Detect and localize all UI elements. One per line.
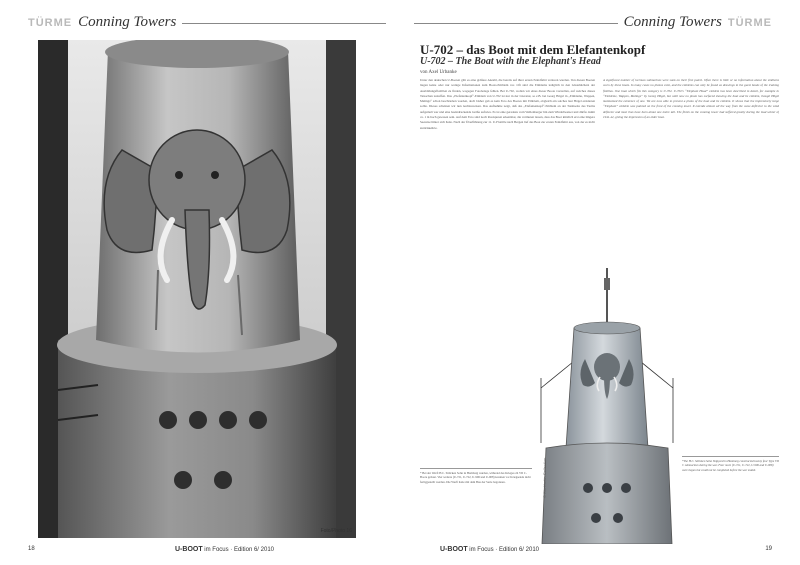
section-title: Conning Towers	[78, 14, 177, 30]
edition: · Edition 6/ 2010	[495, 547, 539, 553]
right-page	[400, 0, 800, 565]
magazine-name: U-BOOT	[440, 546, 468, 553]
magazine-suffix: im Focus	[469, 547, 494, 553]
english-text-column: A significant number of German submarines were sunk on their first patrol. Often there is little or no information about the emblems worn by these boats. In many cases no photos exist, and the emblems can only be found as drawings in the guest books of the training flotillas. One boat which fits this category is U-702. U-702's “Elephant Head” emblem has been described in detail, for example in “Embleme, Wappen, Malings” by Georg Högel, but until now no photo has surfaced showing the boat and its emblem, though Högel maintained the existence of one. We are now able to present a photo of the boat and its emblem. It shows that the impressively large “Elephant” emblem was painted on the front of the conning tower. It extends almost all the way from the wave deflector to the wind deflector and must thus have been about one metre tall. The finish on the conning tower had suffered greatly during the lead winter of 1941-42, giving the impression of an older boat.	[603, 78, 779, 120]
german-footnote: * Bei der Werft H.C. Stülcken Sohn in Hamburg wurden, während des Krieges 24 VII C-Boote gebaut. Vier weitere (U-721, U-722, U-906 und U-908) konnten vor Kriegsende nicht fertiggestellt werden. Die Werft hatte mit dem Bau der Serie begonnen.	[420, 468, 532, 540]
conning-tower-photo-drawing	[38, 40, 356, 538]
conning-tower-drawing	[536, 268, 678, 544]
conning-tower-illustration	[536, 268, 678, 544]
header-rule	[182, 23, 386, 24]
page-number: 19	[765, 546, 772, 552]
section-label: TÜRME	[28, 17, 73, 29]
section-title: Conning Towers	[623, 14, 722, 30]
edition: · Edition 6/ 2010	[230, 547, 274, 553]
author-line: von Axel Urbanke	[420, 70, 457, 75]
article-title: U-702 – das Boot mit dem Elefantenkopf	[420, 42, 646, 57]
page-number: 18	[28, 546, 35, 552]
english-footnote: *The H.C. Stülcken Sohn Shipyard in Hamburg constructed twenty four Type VII C submarines during the war. Four more (U-721, U-722, U-906 and U-908) were begun but could not be completed before the war ended.	[682, 456, 779, 540]
right-page-header	[414, 14, 772, 32]
conning-tower-photo	[38, 40, 356, 538]
photo-credit: © Rio Kurtin Collection	[542, 457, 547, 498]
magazine-name: U-BOOT	[175, 546, 203, 553]
article-subtitle: U-702 – The Boat with the Elephant's Head	[420, 56, 601, 67]
left-page-header	[28, 14, 386, 32]
section-label: TÜRME	[727, 17, 772, 29]
german-text-column: Unter den deutschen U-Booten gibt es eine größere Anzahl, die bereits auf ihrer ersten Feindfahrt verloren wurden. Von diesen Booten liegen keine oder nur wenige Informationen zum Boots-Emblem vor. Oft sind die Emblems lediglich in den Gästebüchern der Ausbildungsflottillen zu finden, wogegen Fotobelege fehlen. Bei U-702, wollen wir eines dieser Boote vorstellen, auf welches dieses Tatsachen zutreffen. Das „Elefantenkopf“-Emblem von U-702 ist nur in der Literatur, so z.B. bei Georg Högel in „Embleme, Wappen, Malings“ schon beschrieben worden, doch bisher gab es kein Foto des Bootes mit Emblem, obgleich ein solches laut Högel existieren sollte. Dieses scheinen wir nun nachzuweisen. Das Aufnahme zeigt, daß das „Elefantenkopf“-Emblem an der Turmseite des Turms aufgemalt war und eine beeindruckende Größe aufwies. Es ist eine geradezu vom Wellenberger hin zum Windabweiser und dürfte damit ca. 1 m hoch gewesen sein. Auf dem Foto sind noch Rostspuren erkennbar, die vermuten lassen, dass das Boot kürzlich erst eine längere Seereise hinter sich hatte. Nach der Überführung zur 11. U-Flottille nach Bergen lief das Boot zur ersten Feindfahrt aus, von der es nicht zurückkehrte.	[420, 78, 595, 130]
magazine-footer	[175, 546, 274, 553]
header-rule	[414, 23, 618, 24]
magazine-footer	[440, 546, 539, 553]
photo-caption: Foto/Photo 16	[320, 528, 352, 534]
magazine-suffix: im Focus	[204, 547, 229, 553]
